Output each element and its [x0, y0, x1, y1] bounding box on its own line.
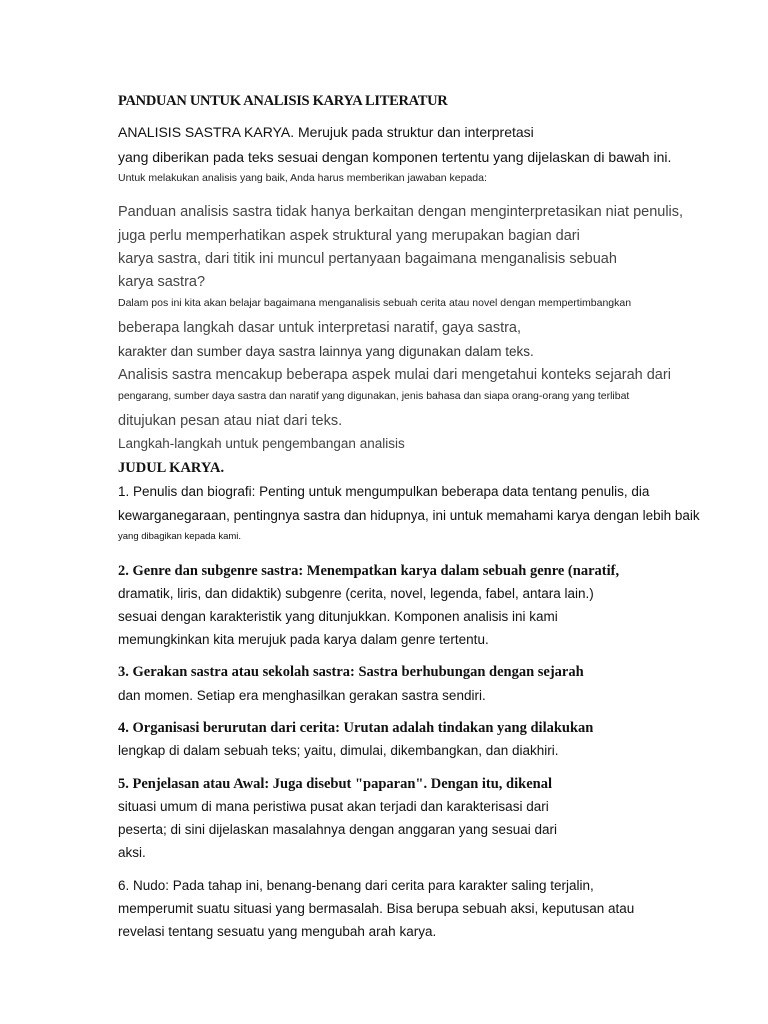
para-1-line-1: Panduan analisis sastra tidak hanya berkaitan dengan menginterpretasikan niat penulis,	[118, 204, 684, 220]
intro-line-2: yang diberikan pada teks sesuai dengan komponen tertentu yang dijelaskan di bawah ini.	[118, 149, 672, 165]
item-4-line: lengkap di dalam sebuah teks; yaitu, dimulai, dikembangkan, dan diakhiri.	[118, 743, 559, 758]
para-1-line-4: karya sastra?	[118, 274, 206, 290]
para-2-small: Dalam pos ini kita akan belajar bagaimana menganalisis sebuah cerita atau novel dengan mempertimbangkan	[118, 297, 632, 309]
intro-small: Untuk melakukan analisis yang baik, Anda harus memberikan jawaban kepada:	[118, 172, 487, 184]
item-5-line-3: aksi.	[118, 845, 146, 860]
steps-heading: Langkah-langkah untuk pengembangan analisis	[118, 436, 405, 451]
para-3-small: pengarang, sumber daya sastra dan naratif yang digunakan, jenis bahasa dan siapa orang-orang yang terlibat	[118, 390, 630, 402]
item-4-head: 4. Organisasi berurutan dari cerita: Urutan adalah tindakan yang dilakukan	[118, 720, 594, 736]
item-5-line-1: situasi umum di mana peristiwa pusat akan terjadi dan karakterisasi dari	[118, 799, 549, 814]
item-3-line: dan momen. Setiap era menghasilkan gerakan sastra sendiri.	[118, 688, 486, 703]
item-5-line-2: peserta; di sini dijelaskan masalahnya dengan anggaran yang sesuai dari	[118, 822, 558, 837]
document-title: PANDUAN UNTUK ANALISIS KARYA LITERATUR	[118, 93, 448, 109]
para-3-line-2: ditujukan pesan atau niat dari teks.	[118, 413, 343, 429]
para-1-line-3: karya sastra, dari titik ini muncul pertanyaan bagaimana menganalisis sebuah	[118, 251, 617, 267]
para-2-line-1: beberapa langkah dasar untuk interpretasi naratif, gaya sastra,	[118, 320, 522, 336]
item-1-line-2: kewarganegaraan, pentingnya sastra dan hidupnya, ini untuk memahami karya dengan lebih baik	[118, 508, 700, 523]
item-3-head: 3. Gerakan sastra atau sekolah sastra: Sastra berhubungan dengan sejarah	[118, 664, 584, 680]
item-1-line-1: 1. Penulis dan biografi: Penting untuk mengumpulkan beberapa data tentang penulis, dia	[118, 484, 650, 499]
item-2-head: 2. Genre dan subgenre sastra: Menempatkan karya dalam sebuah genre (naratif,	[118, 563, 620, 579]
para-3-line-1: Analisis sastra mencakup beberapa aspek mulai dari mengetahui konteks sejarah dari	[118, 367, 671, 383]
intro-line-1: ANALISIS SASTRA KARYA. Merujuk pada struktur dan interpretasi	[118, 124, 534, 140]
item-6-line-1: 6. Nudo: Pada tahap ini, benang-benang dari cerita para karakter saling terjalin,	[118, 878, 594, 893]
item-2-line-2: sesuai dengan karakteristik yang ditunjukkan. Komponen analisis ini kami	[118, 609, 558, 624]
item-1-small: yang dibagikan kepada kami.	[118, 531, 242, 542]
para-2-line-2: karakter dan sumber daya sastra lainnya yang digunakan dalam teks.	[118, 344, 534, 359]
item-2-line-1: dramatik, liris, dan didaktik) subgenre (cerita, novel, legenda, fabel, antara lain.)	[118, 586, 594, 601]
section-heading: JUDUL KARYA.	[118, 460, 225, 476]
item-2-line-3: memungkinkan kita merujuk pada karya dalam genre tertentu.	[118, 632, 489, 647]
item-6-line-3: revelasi tentang sesuatu yang mengubah arah karya.	[118, 924, 437, 939]
item-5-head: 5. Penjelasan atau Awal: Juga disebut "paparan". Dengan itu, dikenal	[118, 776, 552, 792]
item-6-line-2: memperumit suatu situasi yang bermasalah. Bisa berupa sebuah aksi, keputusan atau	[118, 901, 635, 916]
para-1-line-2: juga perlu memperhatikan aspek struktural yang merupakan bagian dari	[118, 228, 580, 244]
